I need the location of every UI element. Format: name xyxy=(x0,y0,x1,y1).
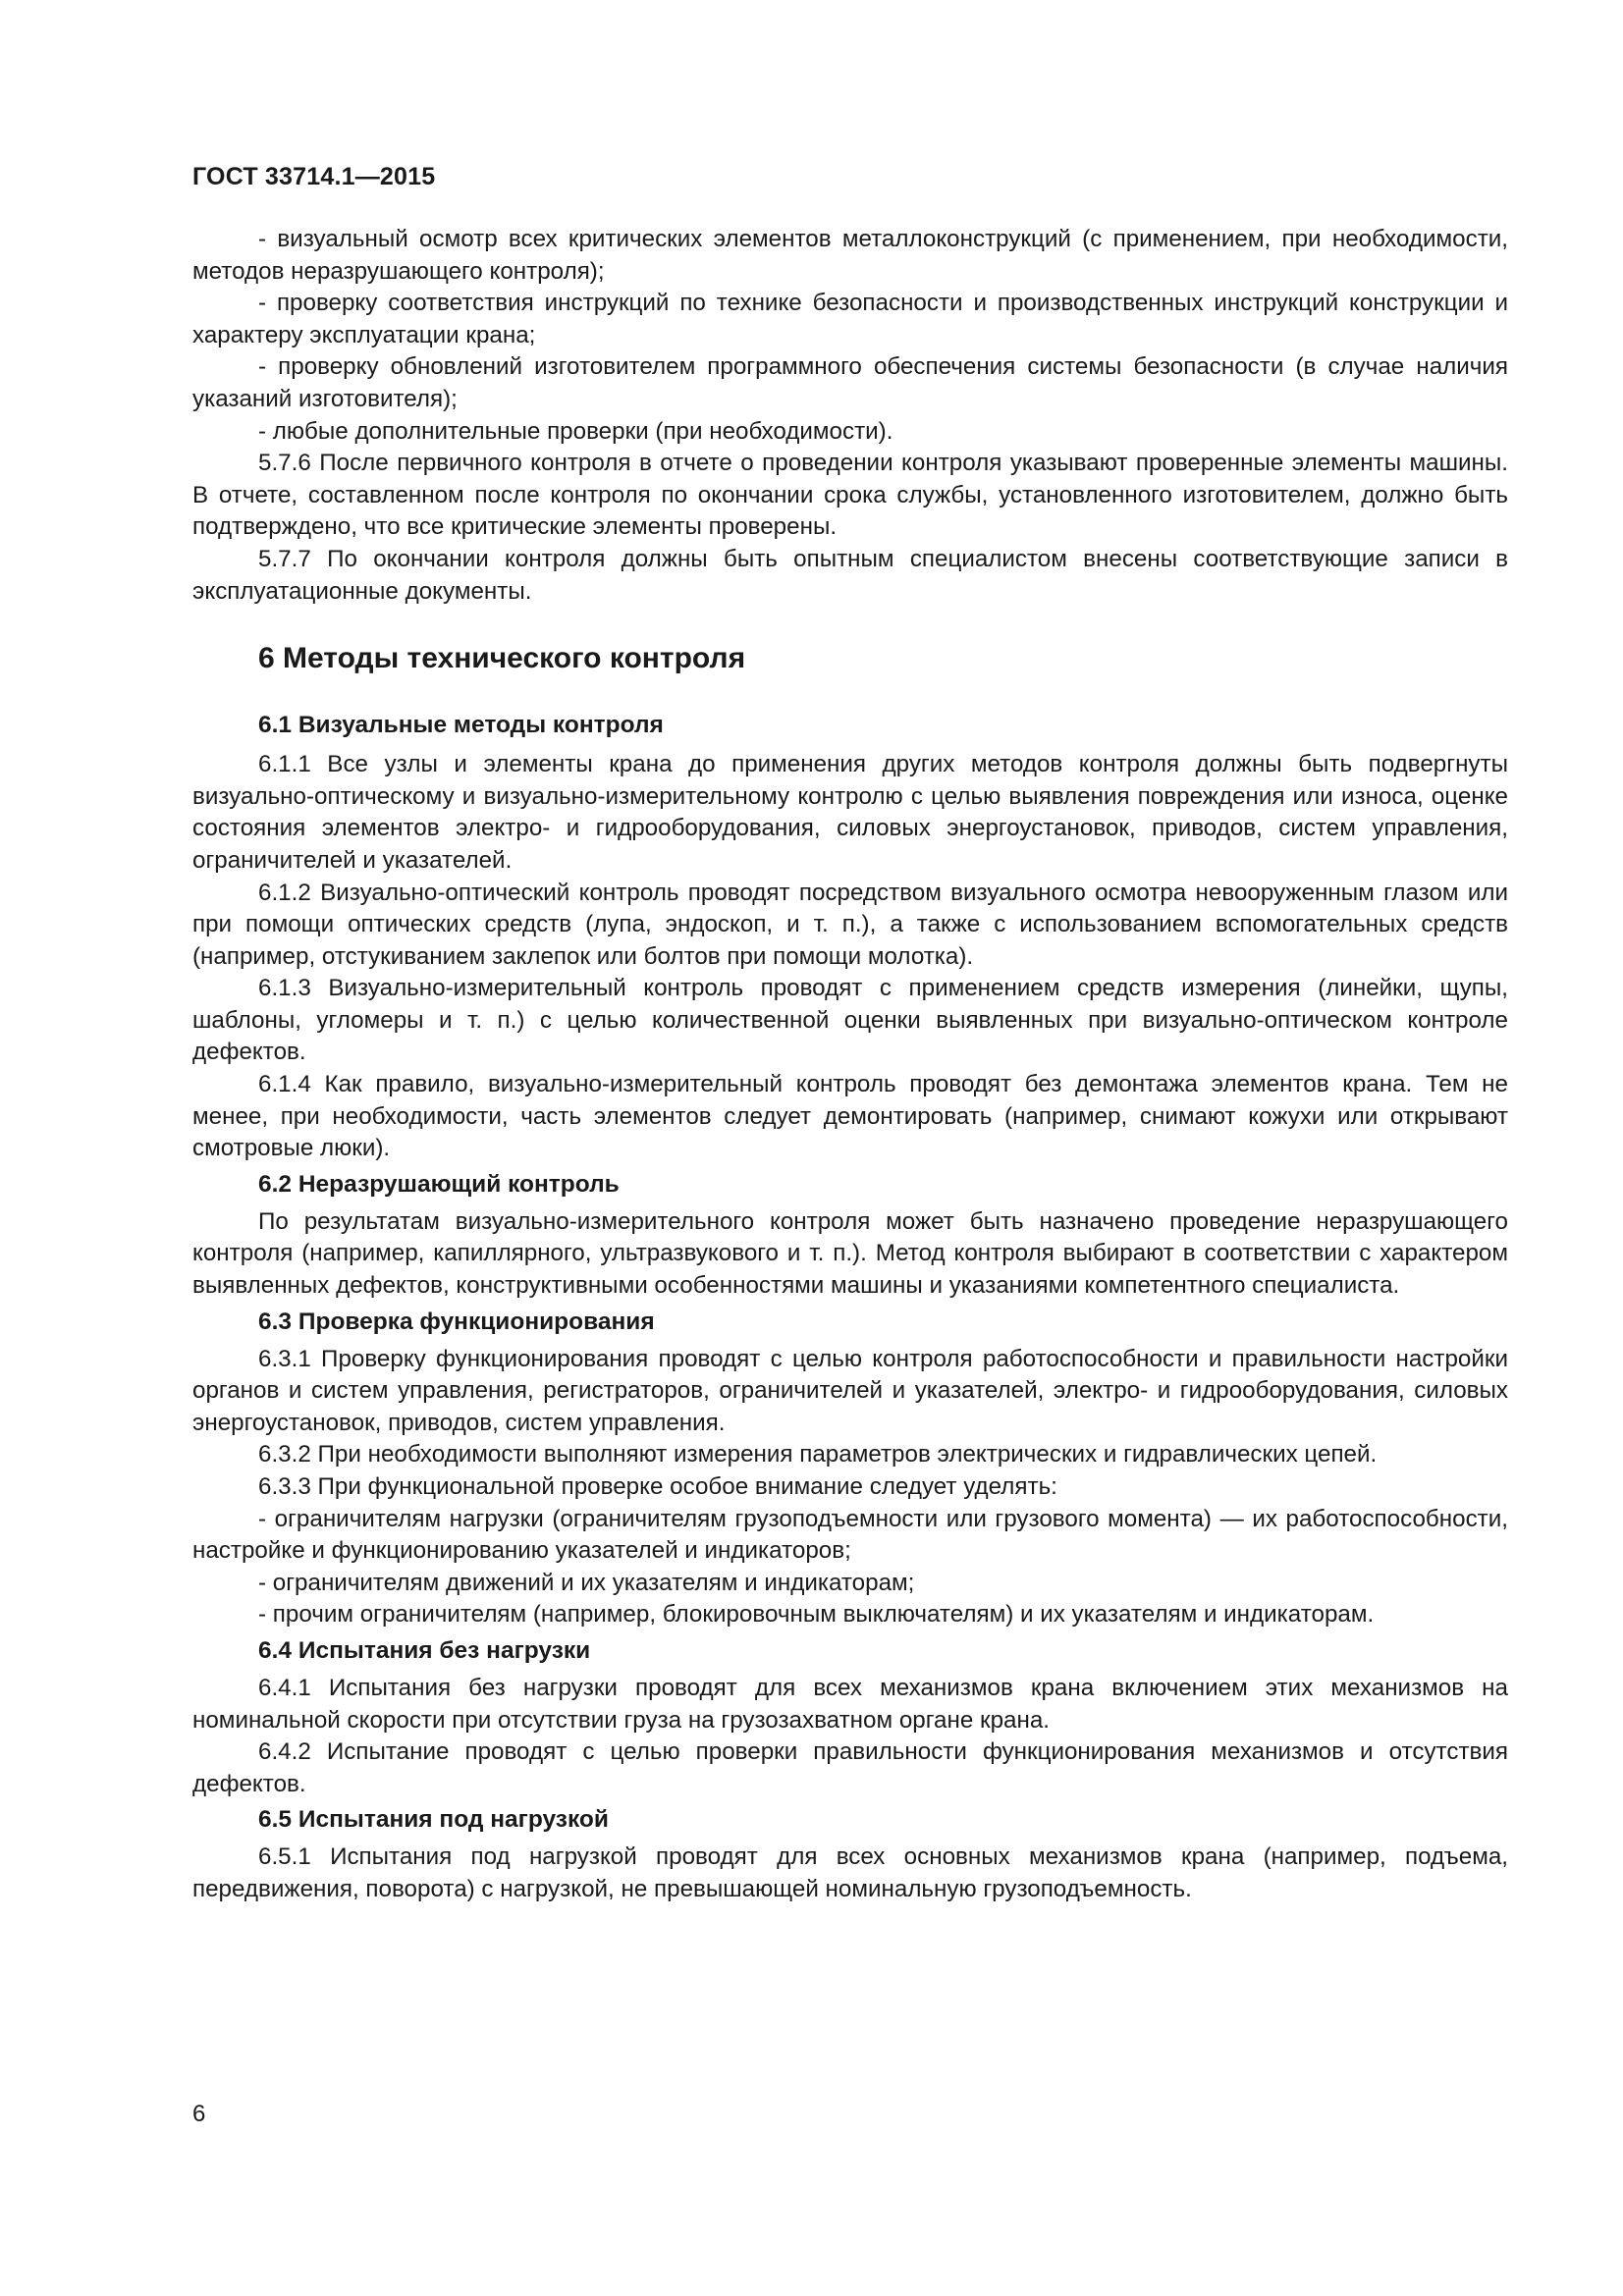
paragraph: 6.4.2 Испытание проводят с целью проверки правильности функционирования механизмов и отсутствия дефектов. xyxy=(192,1738,1508,1797)
list-item: - прочим ограничителям (например, блокировочным выключателям) и их указателям и индикаторам. xyxy=(258,1601,1375,1629)
paragraph: 6.3.2 При необходимости выполняют измерения параметров электрических и гидравлических цепей. xyxy=(258,1441,1378,1468)
paragraph: 6.5.1 Испытания под нагрузкой проводят для всех основных механизмов крана (например, подъема, передвижения, поворота) с нагрузкой, не превышающей номинальную грузоподъемность. xyxy=(192,1843,1508,1902)
paragraph: 5.7.6 После первичного контроля в отчете о проведении контроля указывают проверенные элементы машины. В отчете, составленном после контроля по окончании срока службы, установленного изготовителем, должно быть подтверждено, что все критические элементы проверены. xyxy=(192,450,1508,541)
subsection-heading-6-4: 6.4 Испытания без нагрузки xyxy=(258,1636,591,1664)
section-heading-6: 6 Методы технического контроля xyxy=(258,642,746,675)
paragraph: 6.1.2 Визуально-оптический контроль проводят посредством визуального осмотра невооруженным глазом или при помощи оптических средств (лупа, эндоскоп, и т. п.), а также с использованием вспомогательных средств (например, отстукиванием заклепок или болтов при помощи молотка). xyxy=(192,879,1508,970)
paragraph: 6.4.1 Испытания без нагрузки проводят для всех механизмов крана включением этих механизмов на номинальной скорости при отсутствии груза на грузозахватном органе крана. xyxy=(192,1674,1508,1734)
document-code-header: ГОСТ 33714.1—2015 xyxy=(192,163,436,190)
paragraph: 6.3.3 При функциональной проверке особое внимание следует уделять: xyxy=(258,1473,1057,1500)
page-number: 6 xyxy=(192,2101,206,2127)
page-body xyxy=(192,224,1508,1906)
paragraph: - проверку соответствия инструкций по технике безопасности и производственных инструкций конструкции и характеру эксплуатации крана; xyxy=(192,290,1508,348)
list-item: - ограничителям движений и их указателям и индикаторам; xyxy=(258,1569,915,1596)
paragraph: - любые дополнительные проверки (при необходимости). xyxy=(258,417,893,445)
paragraph: 6.3.1 Проверку функционирования проводят с целью контроля работоспособности и правильности настройки органов и систем управления, регистраторов, ограничителей и указателей, электро- и гидрооборудования, силовых энергоустановок, приводов, систем управления. xyxy=(192,1345,1508,1436)
paragraph: 6.1.4 Как правило, визуально-измерительный контроль проводят без демонтажа элементов крана. Тем не менее, при необходимости, часть элементов следует демонтировать (например, снимают кожухи или открывают смотровые люки). xyxy=(192,1071,1508,1162)
subsection-heading-6-3: 6.3 Проверка функционирования xyxy=(258,1308,655,1335)
paragraph: 6.1.3 Визуально-измерительный контроль проводят с применением средств измерения (линейки, щупы, шаблоны, угломеры и т. п.) с целью количественной оценки выявленных при визуально-оптическом контроле дефектов. xyxy=(192,975,1508,1066)
paragraph: 5.7.7 По окончании контроля должны быть опытным специалистом внесены соответствующие записи в эксплуатационные документы. xyxy=(192,545,1508,605)
subsection-heading-6-5: 6.5 Испытания под нагрузкой xyxy=(258,1806,609,1834)
subsection-heading-6-1: 6.1 Визуальные методы контроля xyxy=(258,712,664,739)
paragraph: - проверку обновлений изготовителем программного обеспечения системы безопасности (в случае наличия указаний изготовителя); xyxy=(192,353,1508,412)
paragraph: - визуальный осмотр всех критических элементов металлоконструкций (с применением, при необходимости, методов неразрушающего контроля); xyxy=(192,226,1508,285)
continuation-block xyxy=(192,224,1508,608)
subsection-heading-6-2: 6.2 Неразрушающий контроль xyxy=(258,1170,620,1198)
paragraph: 6.1.1 Все узлы и элементы крана до применения других методов контроля должны быть подвергнуты визуально-оптическому и визуально-измерительному контролю с целью выявления повреждения или износа, оценке состояния элементов электро- и гидрооборудования, силовых энергоустановок, приводов, систем управления, ограничителей и указателей. xyxy=(192,751,1508,874)
paragraph: По результатам визуально-измерительного контроля может быть назначено проведение неразрушающего контроля (например, капиллярного, ультразвукового и т. п.). Метод контроля выбирают в соответствии с характером выявленных дефектов, конструктивными особенностями машины и указаниями компетентного специалиста. xyxy=(192,1207,1508,1300)
list-item: - ограничителям нагрузки (ограничителям грузоподъемности или грузового момента) — их работоспособности, настройке и функционированию указателей и индикаторов; xyxy=(192,1505,1508,1565)
